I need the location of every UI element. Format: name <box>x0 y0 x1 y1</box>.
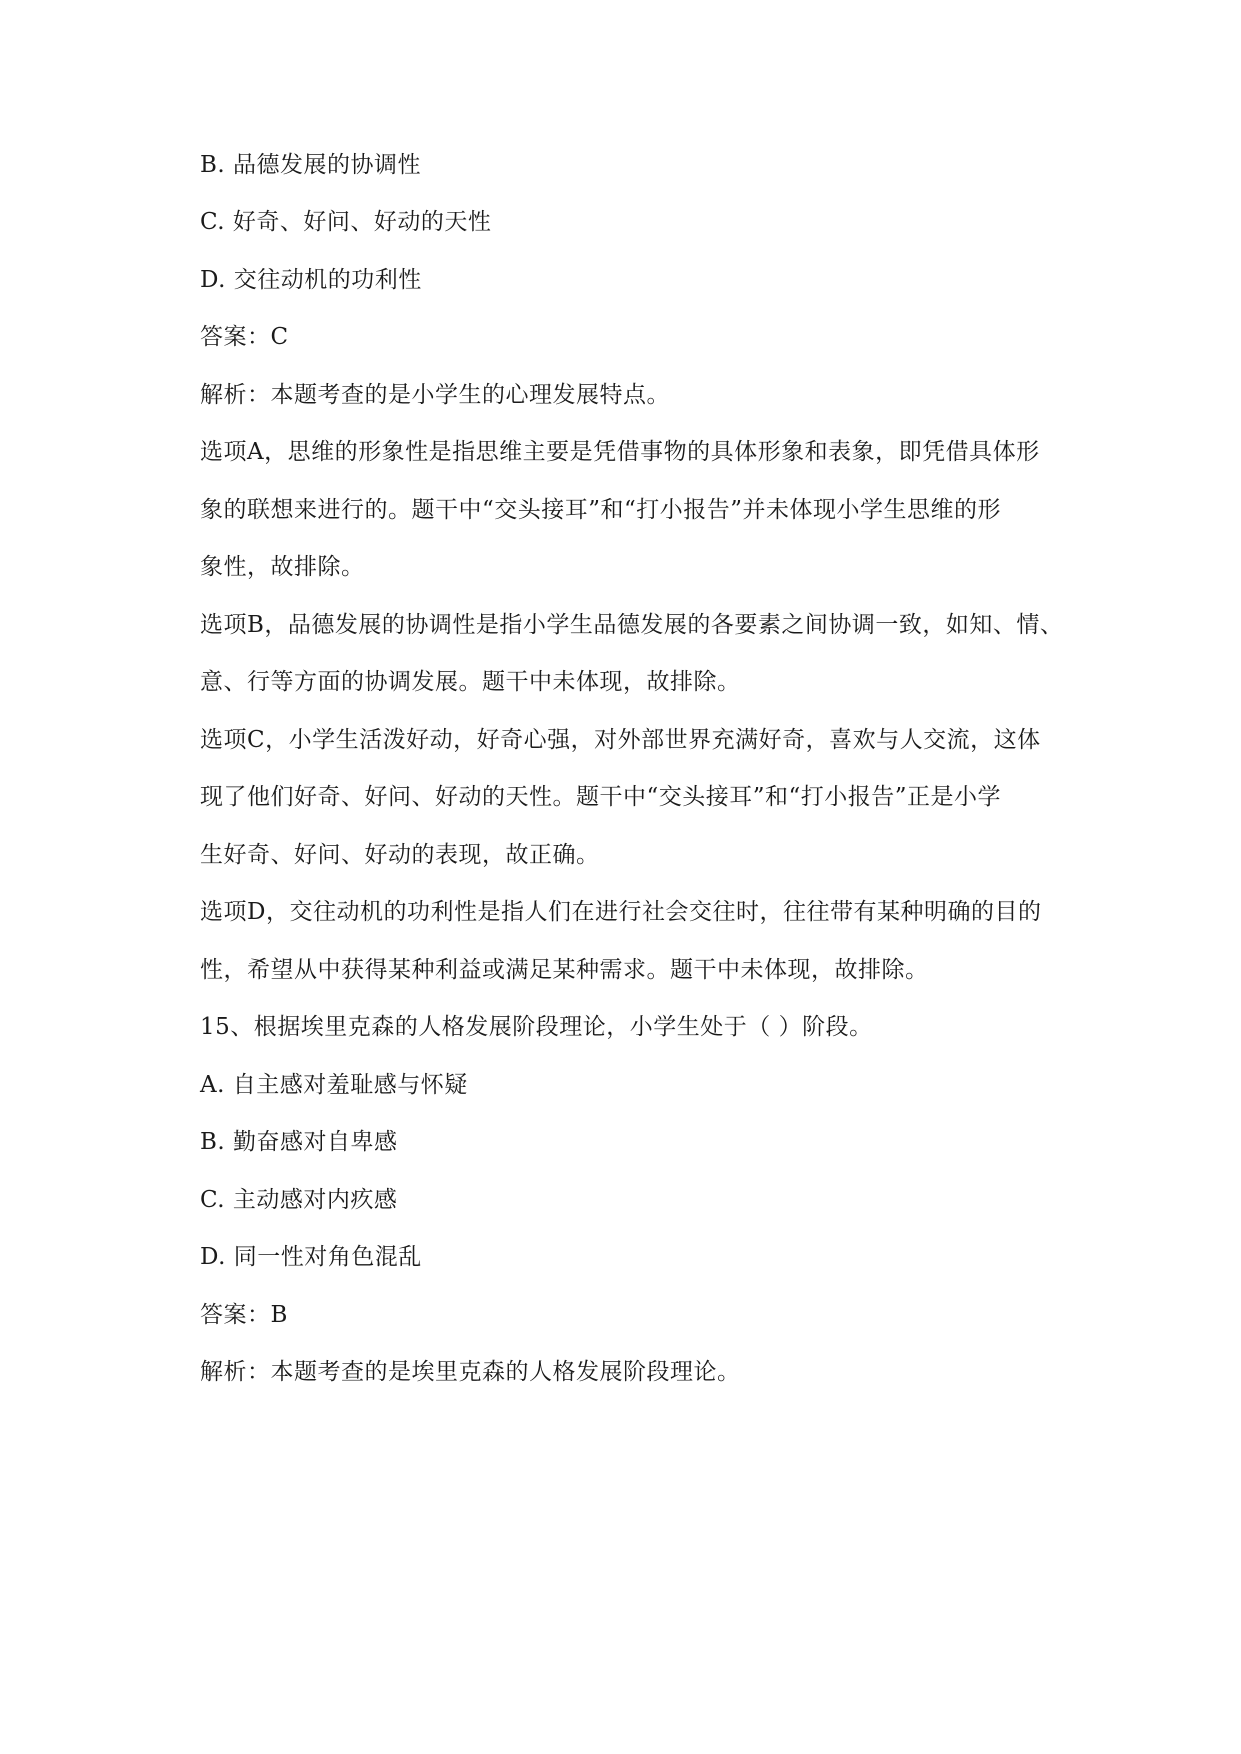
option-c-prev: C. 好奇、好问、好动的天性 <box>200 209 492 235</box>
option-d: D. 同一性对角色混乱 <box>200 1244 422 1270</box>
analysis-paragraph-line: 选项B，品德发展的协调性是指小学生品德发展的各要素之间协调一致，如知、情、 <box>200 612 1064 638</box>
analysis-paragraph-line: 选项A，思维的形象性是指思维主要是凭借事物的具体形象和表象，即凭借具体形 <box>200 439 1040 465</box>
option-c: C. 主动感对内疚感 <box>200 1187 398 1213</box>
answer-prev: 答案：C <box>200 324 289 350</box>
analysis-paragraph-line: 性，希望从中获得某种利益或满足某种需求。题干中未体现，故排除。 <box>200 957 929 983</box>
analysis-paragraph-line: 生好奇、好问、好动的表现，故正确。 <box>200 842 600 868</box>
question-15: 15、根据埃里克森的人格发展阶段理论，小学生处于（ ）阶段。 <box>200 1014 873 1040</box>
analysis-paragraph-line: 选项D，交往动机的功利性是指人们在进行社会交往时，往往带有某种明确的目的 <box>200 899 1042 925</box>
analysis-paragraph-line: 选项C，小学生活泼好动，好奇心强，对外部世界充满好奇，喜欢与人交流，这体 <box>200 727 1041 753</box>
option-b: B. 勤奋感对自卑感 <box>200 1129 398 1155</box>
analysis-heading: 解析：本题考查的是埃里克森的人格发展阶段理论。 <box>200 1359 741 1385</box>
analysis-paragraph-line: 象性，故排除。 <box>200 554 365 580</box>
answer: 答案：B <box>200 1302 288 1328</box>
analysis-paragraph-line: 意、行等方面的协调发展。题干中未体现，故排除。 <box>200 669 741 695</box>
analysis-paragraph-line: 现了他们好奇、好问、好动的天性。题干中“交头接耳”和“打小报告”正是小学 <box>200 784 1002 810</box>
analysis-paragraph-line: 象的联想来进行的。题干中“交头接耳”和“打小报告”并未体现小学生思维的形 <box>200 497 1002 523</box>
option-a: A. 自主感对羞耻感与怀疑 <box>200 1072 468 1098</box>
analysis-heading-prev: 解析：本题考查的是小学生的心理发展特点。 <box>200 382 670 408</box>
option-b-prev: B. 品德发展的协调性 <box>200 152 422 178</box>
option-d-prev: D. 交往动机的功利性 <box>200 267 422 293</box>
